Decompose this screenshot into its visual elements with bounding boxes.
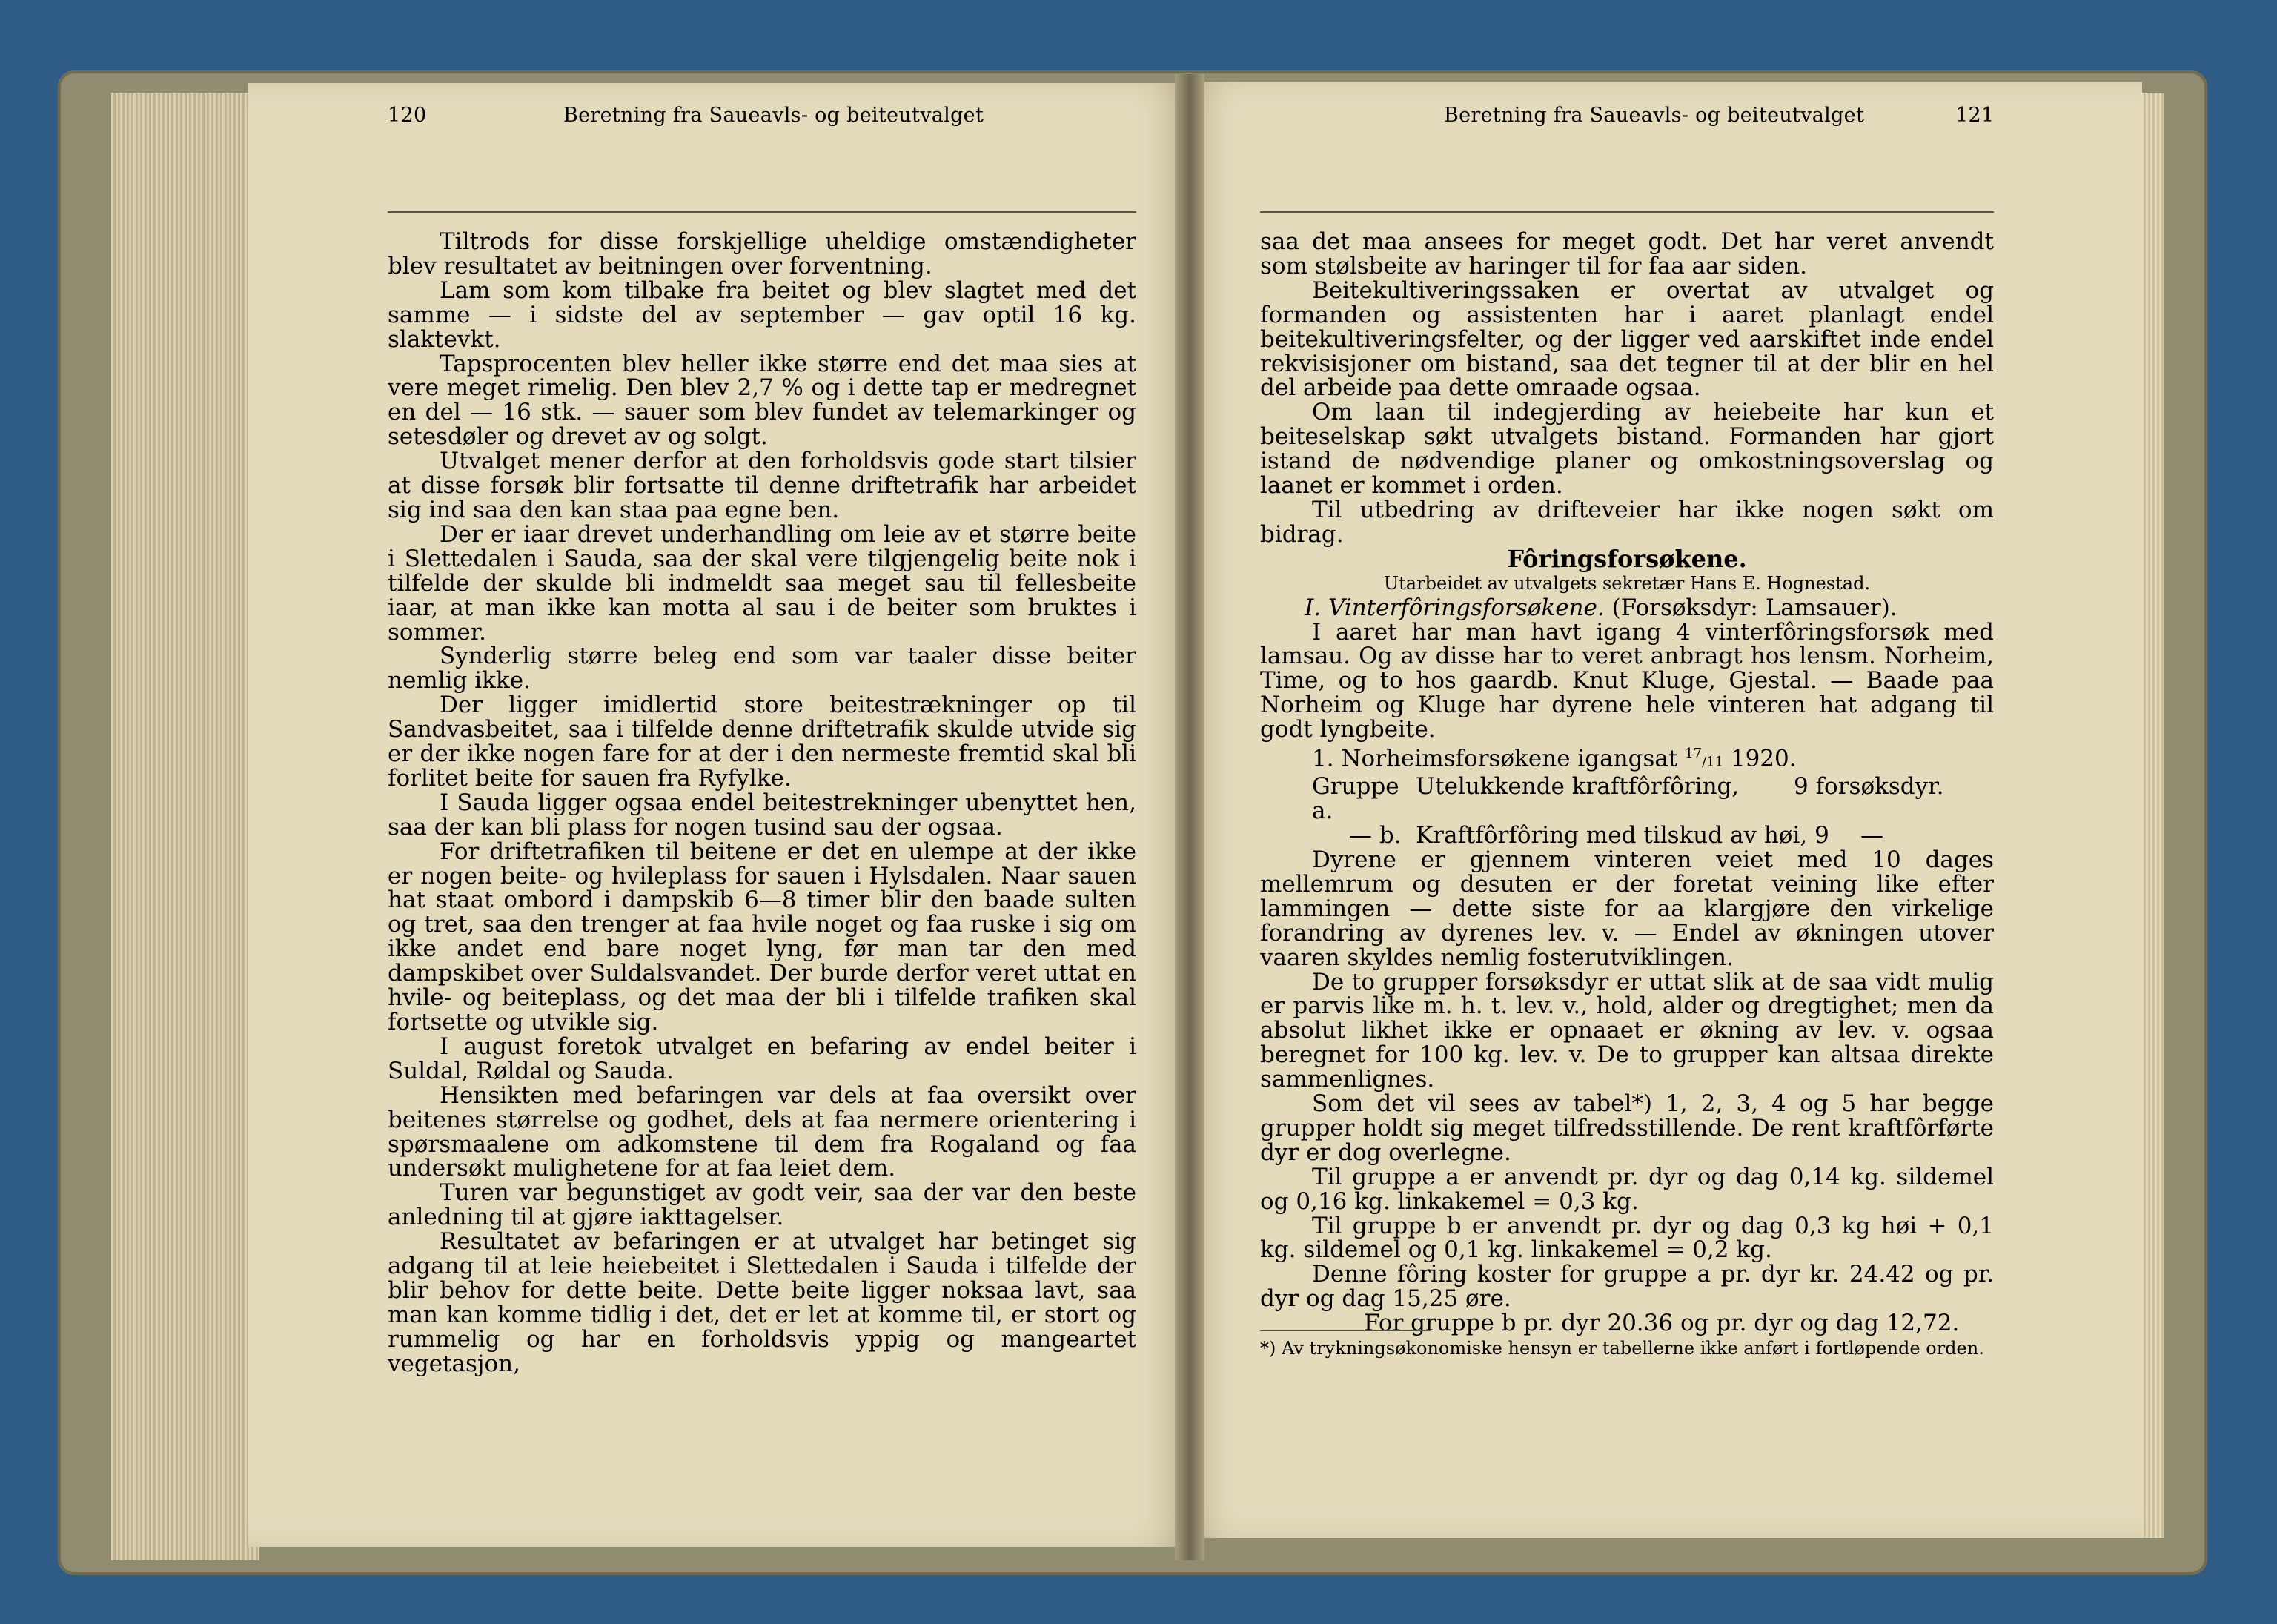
footnote-rule: [1260, 1330, 1431, 1331]
right-paragraph: Til utbedring av drifteveier har ikke nogen søkt om bidrag.: [1260, 496, 1994, 548]
left-running-head: Beretning fra Saueavls- og beiteutvalget: [563, 104, 984, 127]
left-paragraph: Der ligger imidlertid store beitestrækninger op til Sandvasbeitet, saa i tilfelde denne driftetrafik skulde utvide sig er der ikke nogen fare for at der i den nermeste fremtid skal bli forlitet beite for sauen fra Ryfylke.: [388, 692, 1136, 792]
right-paragraph: Denne fôring koster for gruppe a pr. dyr kr. 24.42 og pr. dyr og dag 15,25 øre.: [1260, 1261, 1994, 1313]
right-paragraph: saa det maa ansees for meget godt. Det har veret anvendt som stølsbeite av haringer til for faa aar siden.: [1260, 228, 1994, 279]
right-paragraph: I aaret har man havt igang 4 vinterfôringsforsøk med lamsau. Og av disse har to veret anbragt hos lensm. Norheim, Time, og to hos gaardb. Knut Kluge, Gjestal. — Baade paa Norheim og Kluge har dyrene hele vinteren hat adgang til godt lyngbeite.: [1260, 618, 1994, 743]
right-paragraph: Som det vil sees av tabel*) 1, 2, 3, 4 og 5 har begge grupper holdt sig meget tilfredsstillende. De rent kraftfôrførte dyr er dog overlegne.: [1260, 1090, 1994, 1166]
left-page-number: 120: [388, 104, 427, 127]
numbered-line-year: 1920.: [1730, 745, 1797, 772]
right-running-head: Beretning fra Saueavls- og beiteutvalget: [1444, 104, 1865, 127]
left-paragraph: Hensikten med befaringen var dels at faa oversikt over beitenes størrelse og godhet, dels at faa nermere orientering i spørsmaalene om adkomstene til dem fra Rogaland og faa undersøkt mulighetene for at faa leiet dem.: [388, 1081, 1136, 1182]
right-paragraph: De to grupper forsøksdyr er uttat slik at de saa vidt mulig er parvis like m. h. t. lev. v., hold, alder og dregtighet; men da absolut likhet ikke er opnaaet er økning av lev. v. ogsaa beregnet for 100 kg. lev. v. De to grupper kan altsaa direkte sammenlignes.: [1260, 968, 1994, 1093]
subsection-note: (Forsøksdyr: Lamsauer).: [1611, 594, 1898, 621]
closing-line: For gruppe b pr. dyr 20.36 og pr. dyr og dag 12,72.: [1364, 1310, 1960, 1337]
left-body: [388, 230, 1136, 1376]
left-header-rule: [388, 211, 1136, 213]
group-b-row: [1260, 823, 1994, 848]
left-paragraph: Der er iaar drevet underhandling om leie av et større beite i Slettedalen i Sauda, saa der skal vere tilgjengelig beite nok i tilfelde der skulde bli indmeldt saa meget sau til fellesbeite iaar, at man ikke kan motta al sau i de beiter som bruktes i sommer.: [388, 520, 1136, 646]
right-header-rule: [1260, 211, 1994, 213]
numbered-line-prefix: 1. Norheimsforsøkene igangsat: [1312, 745, 1678, 772]
group-a-desc: Utelukkende kraftfôrfôring,: [1416, 773, 1740, 801]
book-gutter: [1175, 74, 1204, 1560]
group-b-count: —: [1860, 822, 1883, 849]
subsection-label: I. Vinterfôringsforsøkene.: [1305, 594, 1605, 621]
group-a-label: Gruppe a.: [1312, 773, 1399, 825]
left-paragraph: I august foretok utvalget en befaring av endel beiter i Suldal, Røldal og Sauda.: [388, 1033, 1136, 1084]
numbered-line-day: 17: [1685, 746, 1703, 762]
numbered-line: [1260, 742, 1994, 775]
right-body: [1260, 230, 1994, 1336]
left-paragraph: I Sauda ligger ogsaa endel beitestrekninger ubenyttet hen, saa der kan bli plass for nogen tusind sau der ogsaa.: [388, 789, 1136, 841]
right-paragraph: Beitekultiveringssaken er overtat av utvalget og formanden og assistenten har i aaret planlagt endel beitekultiveringsfelter, og der ligger ved aarskiftet inde endel rekvisisjoner om bistand, saa det tegner til at der blir en hel del arbeide paa dette omraade ogsaa.: [1260, 276, 1994, 402]
numbered-line-month: /11: [1702, 754, 1724, 770]
left-paragraph: Utvalget mener derfor at den forholdsvis gode start tilsier at disse forsøk blir fortsatte til denne driftetrafik har arbeidet sig ind saa den kan staa paa egne ben.: [388, 448, 1136, 523]
group-a-count: 9 forsøksdyr.: [1794, 773, 1944, 801]
right-page-number: 121: [1955, 104, 1995, 127]
left-paragraph: Lam som kom tilbake fra beitet og blev slagtet med det samme — i sidste del av september — gav optil 16 kg. slaktevkt.: [388, 276, 1136, 353]
right-paragraph: Til gruppe a er anvendt pr. dyr og dag 0,14 kg. sildemel og 0,16 kg. linkakemel = 0,3 kg.: [1260, 1163, 1994, 1215]
left-paragraph: Tiltrods for disse forskjellige uheldige omstændigheter blev resultatet av beitningen over forventning.: [388, 228, 1136, 279]
right-paragraph: Om laan til indegjerding av heiebeite har kun et beiteselskap søkt utvalgets bistand. Formanden har gjort istand de nødvendige planer og omkostningsoverslag og laanet er kommet i orden.: [1260, 399, 1994, 500]
left-paragraph: Synderlig større beleg end som var taaler disse beiter nemlig ikke.: [388, 643, 1136, 695]
left-paragraph: Turen var begunstiget av godt veir, saa der var den beste anledning til at gjøre iakttagelser.: [388, 1179, 1136, 1231]
right-paragraph: Dyrene er gjennem vinteren veiet med 10 dages mellemrum og desuten er der foretat veining like efter lammingen — dette siste for aa klargjøre den virkelige forandring av dyrenes lev. v. — Endel av økningen utover vaaren skyldes nemlig fosterutviklingen.: [1260, 846, 1994, 971]
section-byline: Utarbeidet av utvalgets sekretær Hans E. Hognestad.: [1383, 572, 1871, 594]
group-a-row: [1260, 775, 1994, 823]
left-paragraph: Tapsprocenten blev heller ikke større end det maa sies at vere meget rimelig. Den blev 2,7 % og i dette tap er medregnet en del — 16 stk. — sauer som blev fundet av telemarkinger og setesdøler og drevet av og solgt.: [388, 350, 1136, 451]
left-paragraph: Resultatet av befaringen er at utvalget har betinget sig adgang til at leie heiebeitet i Slettedalen i Sauda i tilfelde der blir behov for dette beite. Dette beite ligger noksaa lavt, saa man kan komme tidlig i det, det er let at komme til, er stort og rummelig og har en forholdsvis yppig og mangeartet vegetasjon,: [388, 1228, 1136, 1377]
subsection-line: [1260, 596, 1994, 620]
right-paragraph: Til gruppe b er anvendt pr. dyr og dag 0,3 kg høi + 0,1 kg. sildemel og 0,1 kg. linkakemel = 0,2 kg.: [1260, 1212, 1994, 1264]
group-b-desc: Kraftfôrfôring med tilskud av høi, 9: [1416, 822, 1829, 849]
footnote: *) Av trykningsøkonomiske hensyn er tabellerne ikke anført i fortløpende orden.: [1260, 1338, 1984, 1359]
page-edges-left: [111, 93, 259, 1560]
group-b-label: — b.: [1349, 822, 1402, 849]
left-paragraph: For driftetrafiken til beitene er det en ulempe at der ikke er nogen beite- og hvileplass for sauen i Hylsdalen. Naar sauen hat staat ombord i dampskib 6—8 timer blir den baade sulten og tret, saa den trenger at faa hvile noget og faa ruske i sig om ikke andet end bare noget lyng, før man tar den med dampskibet over Suldalsvandet. Der burde derfor veret uttat en hvile- og beiteplass, og det maa der bli i tilfelde trafiken skal fortsette og utvikle sig.: [388, 838, 1136, 1035]
section-heading: Fôringsforsøkene.: [1507, 544, 1747, 573]
